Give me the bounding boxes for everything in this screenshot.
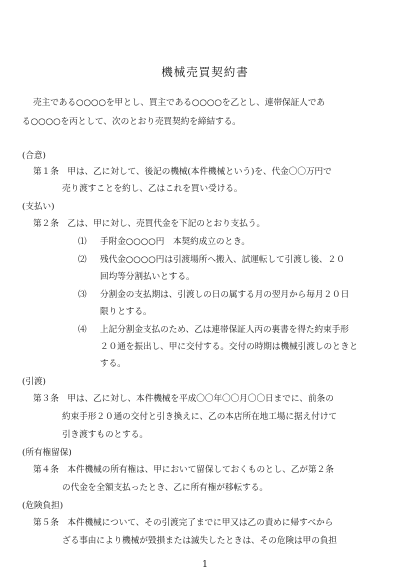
article-3-line-1: 第３条 甲は、乙に対し、本件機械を平成〇〇年〇〇月〇〇日までに、前条の (33, 394, 334, 404)
article-5-line-1: 第５条 本件機械について、その引渡完了までに甲又は乙の責めに帰すべから (33, 518, 334, 528)
article-2-line-1: 第２条 乙は、甲に対し、売買代金を下記のとおり支払う。 (33, 219, 266, 229)
item-2-text-1: 残代金○○○○円は引渡場所へ搬入、試運転して引渡し後、２０ (100, 255, 345, 265)
section-heading-delivery: (引渡) (22, 377, 46, 387)
item-1-number: ⑴ (78, 237, 87, 247)
document-title: 機械売買契約書 (161, 65, 249, 79)
item-1-text: 手附金○○○○円 本契約成立のとき。 (100, 237, 250, 247)
item-2-number: ⑵ (78, 255, 87, 265)
item-3-text-2: 限りとする。 (100, 307, 152, 317)
article-5-line-2: ざる事由により機械が毀損または滅失したときは、その危険は甲の負担 (62, 536, 338, 546)
article-1-line-2: 売り渡すことを約し、乙はこれを買い受ける。 (62, 184, 243, 194)
article-4-line-1: 第４条 本件機械の所有権は、甲において留保しておくものとし、乙が第２条 (33, 465, 334, 475)
item-4 (78, 326, 349, 335)
item-3-number: ⑶ (78, 290, 87, 300)
item-3 (78, 291, 349, 300)
section-heading-title-retention: (所有権留保) (22, 448, 72, 458)
item-4-text-2: ２０通を振出し、甲に交付する。交付の時期は機械引渡しのときと (100, 342, 358, 352)
article-3-line-2: 約束手形２０通の交付と引き換えに、乙の本店所在地工場に据え付けて (62, 412, 338, 422)
section-heading-risk: (危険負担) (22, 501, 64, 511)
item-2-text-2: 回均等分割払いとする。 (100, 272, 195, 282)
preamble-line-2: る○○○○を丙として、次のとおり売買契約を締結する。 (22, 117, 241, 127)
preamble-line-1: 売主である○○○○を甲とし、買主である○○○○を乙とし、連帯保証人であ (33, 98, 326, 108)
article-1-line-1: 第１条 甲は、乙に対して、後記の機械(本件機械という)を、代金〇〇万円で (33, 167, 332, 177)
article-3-line-3: 引き渡すものとする。 (62, 430, 148, 440)
item-1 (78, 238, 250, 247)
section-heading-payment: (支払い) (22, 202, 55, 212)
article-4-line-2: の代金を全額支払ったとき、乙に所有権が移転する。 (62, 483, 268, 493)
item-3-text-1: 分割金の支払期は、引渡しの日の属する月の翌月から毎月２０日 (100, 290, 350, 300)
item-4-text-3: する。 (100, 359, 126, 369)
item-4-number: ⑷ (78, 325, 87, 335)
item-2 (78, 256, 345, 265)
section-heading-agreement: (合意) (22, 151, 46, 161)
item-4-text-1: 上記分割金支払のため、乙は連帯保証人丙の裏書を得た約束手形 (100, 325, 349, 335)
page-number: 1 (202, 560, 208, 570)
